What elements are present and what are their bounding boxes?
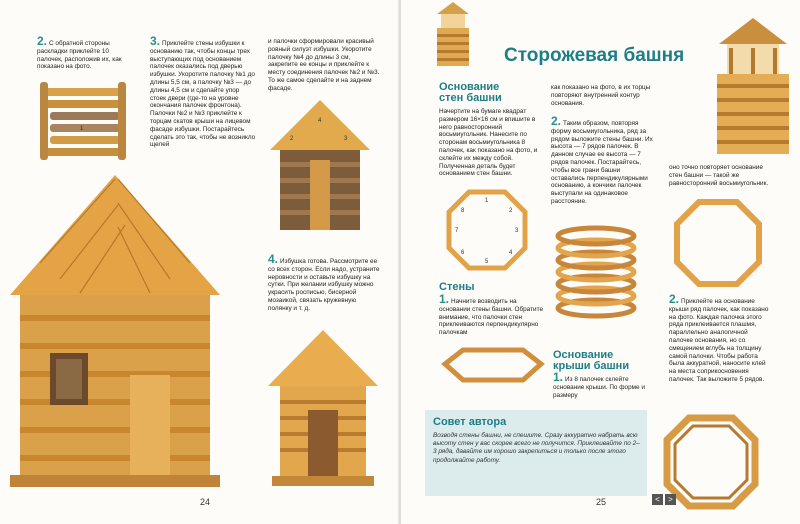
octagon-label: 8 bbox=[461, 208, 465, 214]
photo-tower-walls bbox=[553, 222, 639, 318]
section-title-roof: Основание крыши башни bbox=[553, 349, 630, 372]
page-number: 24 bbox=[200, 497, 211, 507]
step-number: 2. bbox=[669, 292, 680, 306]
walls-step1 bbox=[439, 292, 545, 337]
step-number: 1. bbox=[439, 292, 450, 306]
col3-top-text: оно точно повторяет основание стен башни — такой же равносторонний восьмиугольник. bbox=[669, 164, 769, 187]
left-step4 bbox=[268, 252, 380, 313]
octagon-label: 5 bbox=[485, 259, 489, 265]
step-text: Избушка готова. Рассмотрите ее со всех сторон. Если надо, устраните неровности и оставьте избушку на сутки. При желании избушку можно украсить росписью, бисерной мозаикой, связать кружевную полянку и т. д. bbox=[268, 258, 380, 312]
photo-big-hut bbox=[0, 175, 230, 495]
step-number: 3. bbox=[150, 34, 161, 48]
col2-top-text: как показано на фото, в их торцы повторяют внутренний контур основания. bbox=[551, 84, 651, 107]
step-text: Таким образом, повторяя форму восьмиугольника, ряд за рядом выложите стены башни. Их высота — 7 рядов палочек. В данном случае ее высота — 7 рядов палочек. Постарайтесь, чтобы все грани башни оставались перпендикулярными основанию, а кончики палочек выступали на одинаковое расстояние. bbox=[551, 120, 653, 205]
stick-label: 3 bbox=[344, 136, 348, 142]
stick-label: 2 bbox=[290, 136, 294, 142]
step-number: 4. bbox=[268, 252, 279, 266]
step-text: Приклейте стены избушки к основанию так, чтобы концы трех выступающих под основанием палочек оказались под дверью избушки. Укоротите палочку №1 до длины 5,5 см, а палочку №3 — до длины 4,5 см и сделайте упор стоек двери (где-то на уровне окончания палочек фронтона). Палочки №2 и №3 приклейте к торцам скатов крыши на лицевом фасаде избушки. Постарайтесь сделать это так, чтобы не возникло щелей bbox=[150, 40, 256, 149]
octagon-label: 4 bbox=[509, 250, 513, 256]
photo-tower-small bbox=[433, 2, 473, 68]
octagon-diagram bbox=[445, 188, 529, 272]
photo-walls-first-row bbox=[443, 346, 543, 386]
stick-label: 4 bbox=[318, 118, 322, 124]
step-text: С обратной стороны раскладки приклейте 10 палочек, расположив их, как показано на фото. bbox=[37, 40, 122, 71]
page-title: Сторожевая башня bbox=[504, 45, 685, 66]
advice-title: Совет автора bbox=[433, 416, 507, 428]
stick-label: 1 bbox=[80, 126, 84, 132]
left-step2 bbox=[37, 34, 133, 71]
roof-step1 bbox=[553, 370, 655, 399]
section-base-text: Начертите на бумаге квадрат размером 16×16 см и впишите в него равносторонний восьмиугольник. Нанесите по сторонам восьмиугольника 8 палочек, как показано на фото, и склейте их между собой. Полученная деталь будет основанием стен башни. bbox=[439, 108, 538, 178]
step-text: Из 8 палочек склейте основание крыши. По форме и размеру bbox=[553, 376, 645, 399]
octagon-label: 2 bbox=[509, 208, 513, 214]
photo-hut-finished bbox=[268, 330, 378, 490]
octagon-label: 1 bbox=[485, 198, 489, 204]
left-col3-text: и палочки сформировали красивый ровный силуэт избушки. Укоротите палочку №4 до длины 3 см, закрепите ее концы и приклейте к месту соединения палочек №2 и №3. То же самое сделайте и на заднем фасаде. bbox=[268, 38, 380, 92]
step-number: 2. bbox=[551, 114, 562, 128]
octagon-label: 7 bbox=[455, 228, 459, 234]
photo-roof-base bbox=[673, 198, 763, 288]
octagon-label: 3 bbox=[515, 228, 519, 234]
section-title-base: Основание стен башни bbox=[439, 81, 502, 104]
advice-text: Возводя стены башни, не спешите. Сразу аккуратно набрать всю высоту стен у вас скорее всего не получится. Приклеивайте по 2–3 ряда, давайте им хорошо закрепиться и только после этого продолжайте работу. bbox=[433, 432, 640, 464]
octagon-label: 6 bbox=[461, 250, 465, 256]
step-text: Приклейте на основание крыши ряд палочек, как показано на фото. Каждая палочка этого ряда приклеивается плашмя, параллельно аналогичной палочке основания, но со смещением вглубь на толщину самой палочки. Чтобы работа была аккуратной, наносите клей на места соприкосновения палочек. Так выложите 5 рядов. bbox=[669, 298, 769, 383]
next-page-button[interactable]: > bbox=[665, 494, 676, 505]
page-number: 25 bbox=[596, 497, 607, 507]
right-step2 bbox=[551, 114, 655, 206]
author-advice-box bbox=[425, 410, 647, 496]
photo-stick-base bbox=[40, 82, 130, 162]
photo-tower-large bbox=[713, 18, 793, 158]
photo-hut-back bbox=[270, 100, 370, 240]
section-title-walls: Стены bbox=[439, 281, 475, 293]
photo-roof-rows bbox=[663, 414, 759, 510]
prev-page-button[interactable]: < bbox=[652, 494, 663, 505]
roof-step2 bbox=[669, 292, 773, 384]
step-number: 1. bbox=[553, 370, 564, 384]
left-step3 bbox=[150, 34, 256, 149]
step-text: Начните возводить на основании стены башни. Обратите внимание, что палочки стен приклеиваются перпендикулярно палочкам bbox=[439, 298, 544, 337]
step-number: 2. bbox=[37, 34, 48, 48]
left-page bbox=[0, 0, 399, 524]
